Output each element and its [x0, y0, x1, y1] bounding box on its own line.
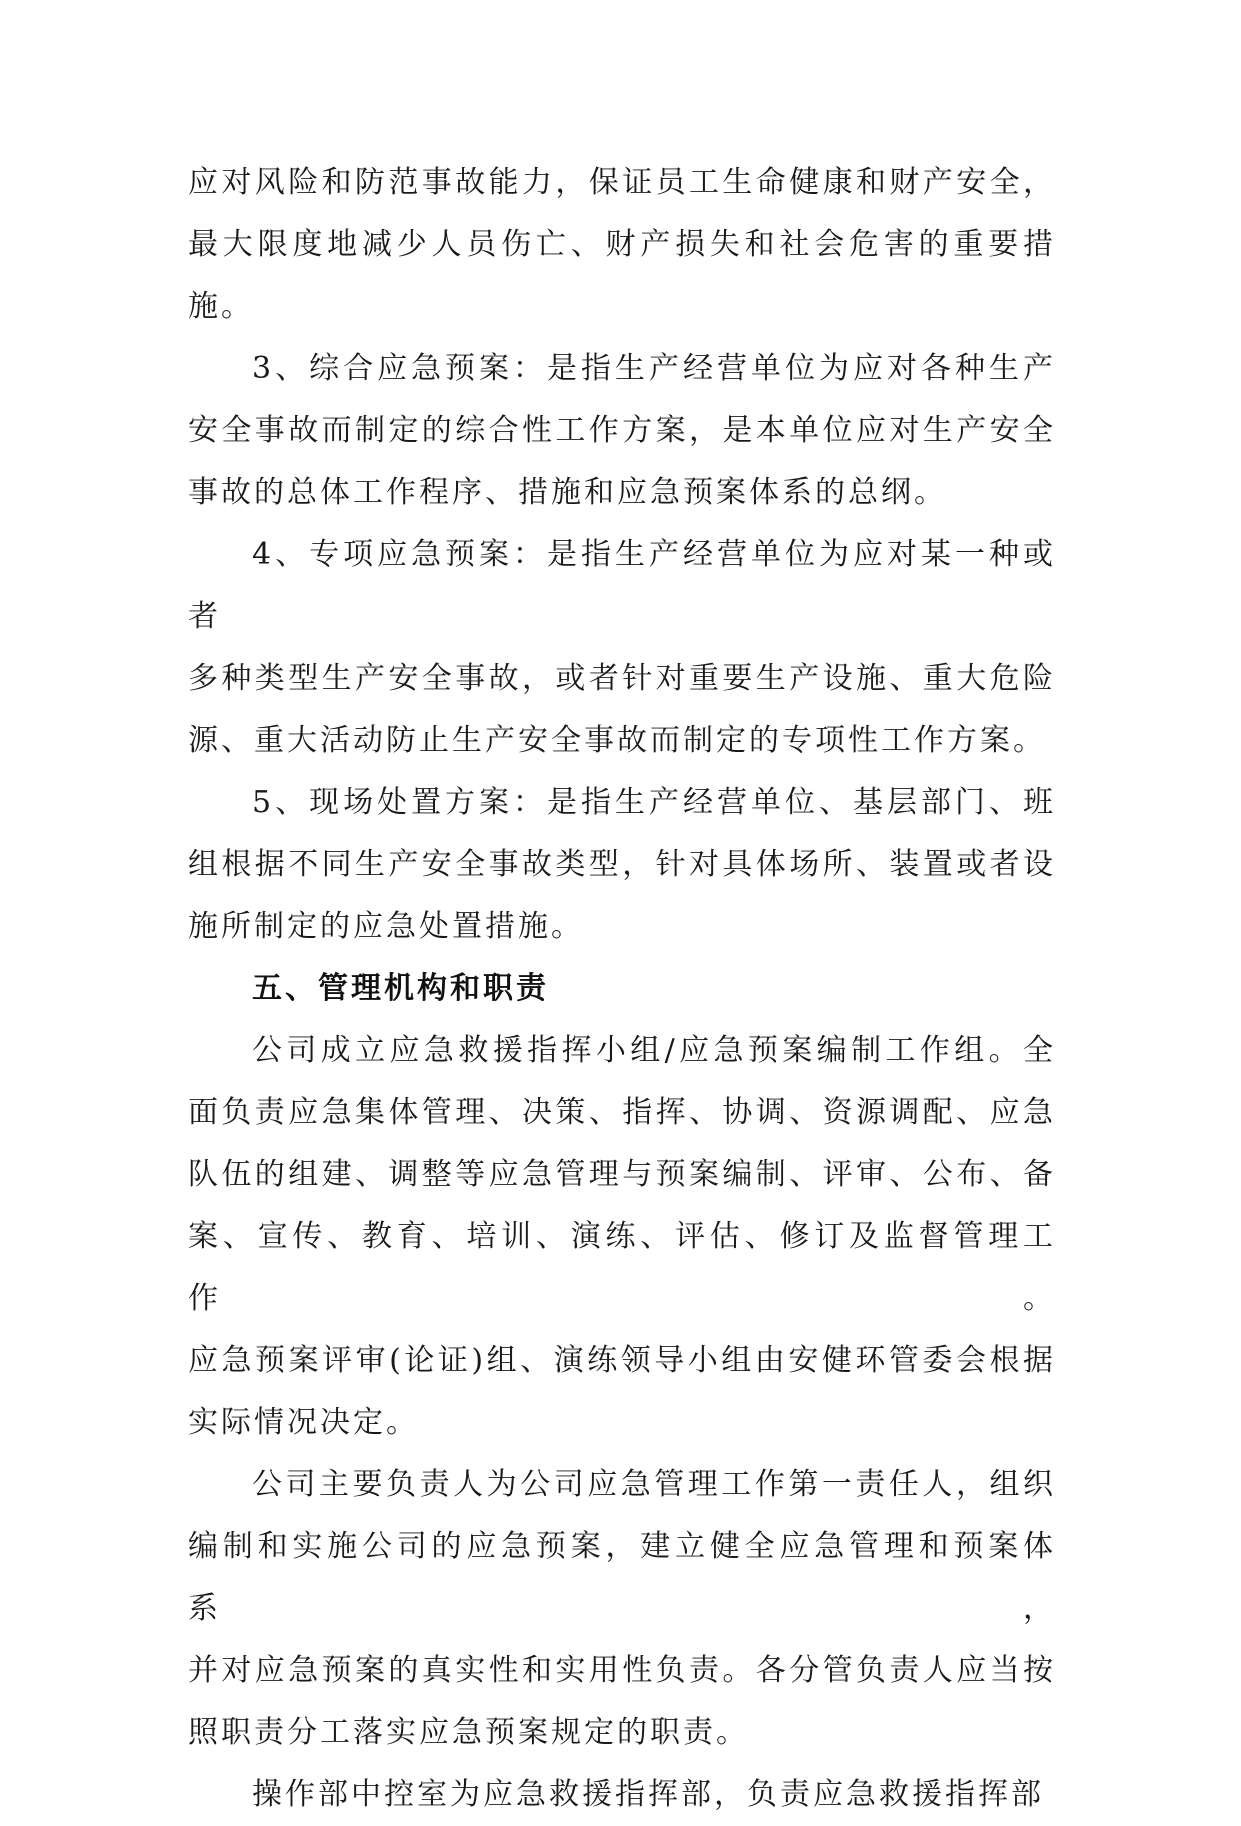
- text-line: 最大限度地减少人员伤亡、财产损失和社会危害的重要措施。: [188, 227, 1056, 324]
- text-line: 施所制定的应急处置措施。: [188, 909, 584, 944]
- paragraph: [188, 772, 1056, 958]
- paragraph: [188, 1020, 1056, 1454]
- text-line: 队伍的组建、调整等应急管理与预案编制、评审、公布、备: [188, 1157, 1056, 1192]
- text-line: 照职责分工落实应急预案规定的职责。: [188, 1715, 749, 1750]
- text-line: 应对风险和防范事故能力，保证员工生命健康和财产安全，: [188, 165, 1056, 200]
- text-line: 源、重大活动防止生产安全事故而制定的专项性工作方案。: [188, 723, 1046, 758]
- text-line: 组根据不同生产安全事故类型，针对具体场所、装置或者设: [188, 847, 1056, 882]
- paragraph: [188, 152, 1056, 338]
- text-line: 4、专项应急预案：是指生产经营单位为应对某一种或者: [188, 537, 1056, 634]
- text-line: 编制和实施公司的应急预案，建立健全应急管理和预案体系，: [188, 1529, 1056, 1626]
- paragraph: [188, 524, 1056, 772]
- text-line: 5、现场处置方案：是指生产经营单位、基层部门、班: [252, 785, 1056, 820]
- paragraph: [188, 338, 1056, 524]
- text-line: 案、宣传、教育、培训、演练、评估、修订及监督管理工作。: [188, 1219, 1056, 1316]
- section-heading: 五、管理机构和职责: [252, 971, 549, 1006]
- paragraph: [188, 1454, 1056, 1764]
- text-line: 操作部中控室为应急救援指挥部，负责应急救援指挥部: [252, 1777, 1044, 1812]
- text-line: 安全事故而制定的综合性工作方案，是本单位应对生产安全: [188, 413, 1056, 448]
- text-line: 应急预案评审(论证)组、演练领导小组由安健环管委会根据: [188, 1343, 1056, 1378]
- document-body: [188, 152, 1056, 1826]
- text-line: 3、综合应急预案：是指生产经营单位为应对各种生产: [252, 351, 1056, 386]
- paragraph: [188, 1764, 1056, 1826]
- text-line: 面负责应急集体管理、决策、指挥、协调、资源调配、应急: [188, 1095, 1056, 1130]
- text-line: 多种类型生产安全事故，或者针对重要生产设施、重大危险: [188, 661, 1056, 696]
- text-line: 事故的总体工作程序、措施和应急预案体系的总纲。: [188, 475, 947, 510]
- text-line: 并对应急预案的真实性和实用性负责。各分管负责人应当按: [188, 1653, 1056, 1688]
- text-line: 公司成立应急救援指挥小组/应急预案编制工作组。全: [252, 1033, 1056, 1068]
- text-line: 实际情况决定。: [188, 1405, 419, 1440]
- text-line: 公司主要负责人为公司应急管理工作第一责任人，组织: [252, 1467, 1056, 1502]
